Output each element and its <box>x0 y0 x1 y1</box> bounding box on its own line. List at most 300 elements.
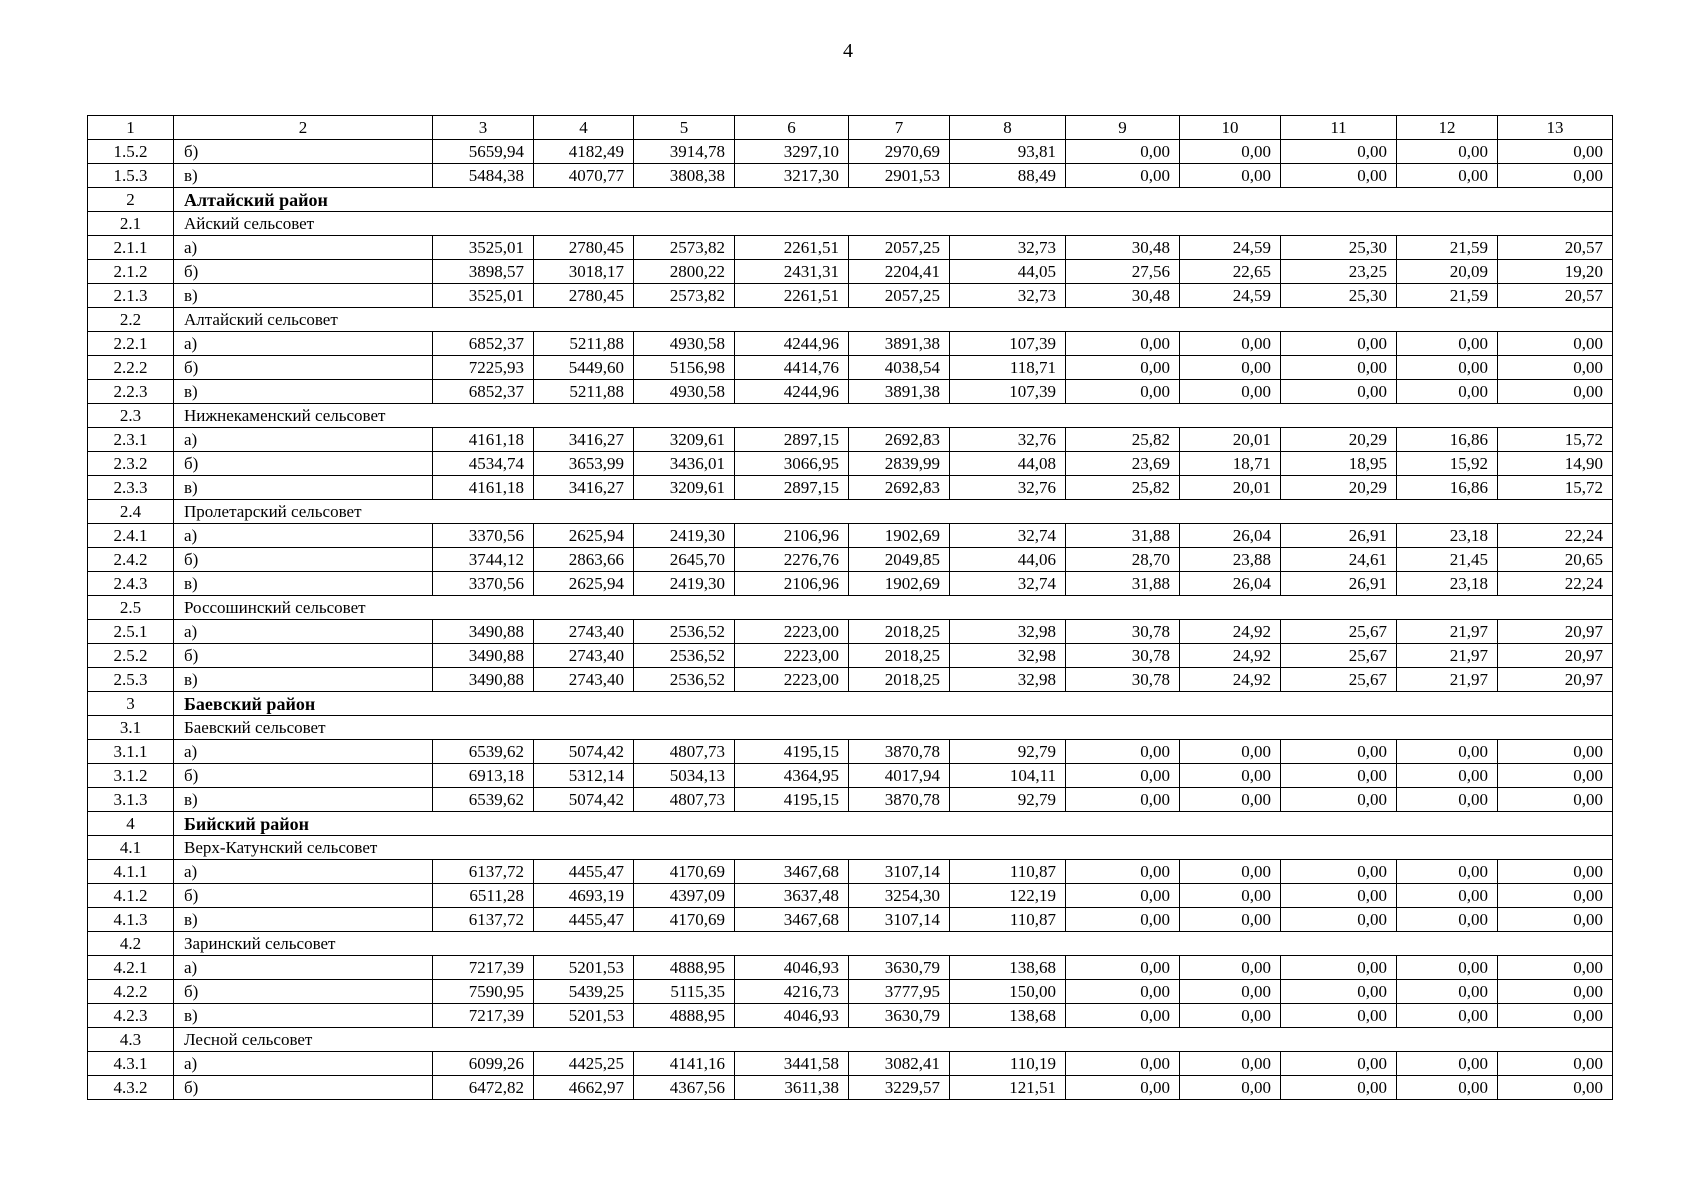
table-row <box>88 380 1613 404</box>
value-cell: 20,57 <box>1498 236 1613 260</box>
value-cell: 20,29 <box>1281 476 1397 500</box>
value-cell: 3891,38 <box>849 380 950 404</box>
value-cell: 2743,40 <box>534 620 634 644</box>
value-cell: 93,81 <box>950 140 1066 164</box>
value-cell: 0,00 <box>1498 380 1613 404</box>
table-row <box>88 644 1613 668</box>
row-variant: б) <box>174 884 433 908</box>
table-row <box>88 548 1613 572</box>
row-code: 2.4 <box>88 500 174 524</box>
value-cell: 0,00 <box>1066 908 1180 932</box>
row-code: 2.5.2 <box>88 644 174 668</box>
row-variant: в) <box>174 1004 433 1028</box>
value-cell: 3370,56 <box>433 524 534 548</box>
value-cell: 2897,15 <box>735 428 849 452</box>
value-cell: 4807,73 <box>634 740 735 764</box>
column-number: 11 <box>1281 116 1397 140</box>
value-cell: 0,00 <box>1498 140 1613 164</box>
value-cell: 44,08 <box>950 452 1066 476</box>
row-variant: а) <box>174 428 433 452</box>
value-cell: 0,00 <box>1397 1004 1498 1028</box>
value-cell: 2106,96 <box>735 572 849 596</box>
column-number: 1 <box>88 116 174 140</box>
value-cell: 0,00 <box>1397 140 1498 164</box>
value-cell: 4170,69 <box>634 908 735 932</box>
value-cell: 0,00 <box>1498 860 1613 884</box>
value-cell: 3209,61 <box>634 428 735 452</box>
value-cell: 25,67 <box>1281 644 1397 668</box>
value-cell: 31,88 <box>1066 572 1180 596</box>
value-cell: 4195,15 <box>735 788 849 812</box>
value-cell: 5211,88 <box>534 332 634 356</box>
value-cell: 2018,25 <box>849 668 950 692</box>
council-name: Нижнекаменский сельсовет <box>174 404 1613 428</box>
value-cell: 20,57 <box>1498 284 1613 308</box>
value-cell: 0,00 <box>1180 1004 1281 1028</box>
value-cell: 24,92 <box>1180 668 1281 692</box>
value-cell: 0,00 <box>1281 332 1397 356</box>
value-cell: 23,88 <box>1180 548 1281 572</box>
table-row <box>88 1004 1613 1028</box>
value-cell: 0,00 <box>1066 788 1180 812</box>
value-cell: 0,00 <box>1180 164 1281 188</box>
table-row <box>88 164 1613 188</box>
value-cell: 2573,82 <box>634 236 735 260</box>
value-cell: 0,00 <box>1498 332 1613 356</box>
value-cell: 3066,95 <box>735 452 849 476</box>
value-cell: 25,30 <box>1281 236 1397 260</box>
value-cell: 7590,95 <box>433 980 534 1004</box>
value-cell: 4425,25 <box>534 1052 634 1076</box>
row-variant: в) <box>174 908 433 932</box>
value-cell: 0,00 <box>1180 980 1281 1004</box>
value-cell: 0,00 <box>1281 860 1397 884</box>
value-cell: 20,29 <box>1281 428 1397 452</box>
council-row <box>88 1028 1613 1052</box>
value-cell: 21,59 <box>1397 284 1498 308</box>
value-cell: 7217,39 <box>433 1004 534 1028</box>
value-cell: 5659,94 <box>433 140 534 164</box>
value-cell: 0,00 <box>1281 884 1397 908</box>
row-variant: в) <box>174 164 433 188</box>
value-cell: 4046,93 <box>735 956 849 980</box>
value-cell: 88,49 <box>950 164 1066 188</box>
row-code: 2.3.2 <box>88 452 174 476</box>
row-variant: б) <box>174 644 433 668</box>
value-cell: 0,00 <box>1281 380 1397 404</box>
value-cell: 21,97 <box>1397 620 1498 644</box>
value-cell: 0,00 <box>1281 764 1397 788</box>
value-cell: 20,09 <box>1397 260 1498 284</box>
value-cell: 0,00 <box>1281 356 1397 380</box>
value-cell: 3914,78 <box>634 140 735 164</box>
column-number: 6 <box>735 116 849 140</box>
value-cell: 3467,68 <box>735 860 849 884</box>
tariff-table <box>87 115 1613 1100</box>
value-cell: 2431,31 <box>735 260 849 284</box>
value-cell: 3808,38 <box>634 164 735 188</box>
table-row <box>88 260 1613 284</box>
row-code: 2.1.2 <box>88 260 174 284</box>
table-row <box>88 524 1613 548</box>
value-cell: 4195,15 <box>735 740 849 764</box>
value-cell: 4017,94 <box>849 764 950 788</box>
row-code: 2.3.1 <box>88 428 174 452</box>
value-cell: 110,87 <box>950 908 1066 932</box>
value-cell: 6099,26 <box>433 1052 534 1076</box>
page-number: 4 <box>843 40 853 62</box>
value-cell: 2276,76 <box>735 548 849 572</box>
value-cell: 2419,30 <box>634 524 735 548</box>
value-cell: 32,98 <box>950 620 1066 644</box>
value-cell: 22,24 <box>1498 572 1613 596</box>
value-cell: 0,00 <box>1397 788 1498 812</box>
value-cell: 4070,77 <box>534 164 634 188</box>
row-variant: б) <box>174 356 433 380</box>
value-cell: 107,39 <box>950 332 1066 356</box>
value-cell: 2901,53 <box>849 164 950 188</box>
council-name: Айский сельсовет <box>174 212 1613 236</box>
row-variant: б) <box>174 140 433 164</box>
value-cell: 3630,79 <box>849 1004 950 1028</box>
council-row <box>88 932 1613 956</box>
value-cell: 23,18 <box>1397 572 1498 596</box>
value-cell: 30,78 <box>1066 668 1180 692</box>
value-cell: 3229,57 <box>849 1076 950 1100</box>
row-code: 2.2.2 <box>88 356 174 380</box>
value-cell: 0,00 <box>1066 1004 1180 1028</box>
value-cell: 3630,79 <box>849 956 950 980</box>
column-number-row <box>88 116 1613 140</box>
value-cell: 4046,93 <box>735 1004 849 1028</box>
value-cell: 16,86 <box>1397 476 1498 500</box>
value-cell: 20,97 <box>1498 644 1613 668</box>
value-cell: 0,00 <box>1066 764 1180 788</box>
value-cell: 2018,25 <box>849 644 950 668</box>
value-cell: 3744,12 <box>433 548 534 572</box>
value-cell: 4693,19 <box>534 884 634 908</box>
district-row <box>88 812 1613 836</box>
table-row <box>88 956 1613 980</box>
value-cell: 4141,16 <box>634 1052 735 1076</box>
value-cell: 0,00 <box>1180 1052 1281 1076</box>
value-cell: 6137,72 <box>433 908 534 932</box>
value-cell: 25,82 <box>1066 476 1180 500</box>
value-cell: 2223,00 <box>735 668 849 692</box>
value-cell: 2536,52 <box>634 644 735 668</box>
value-cell: 0,00 <box>1180 908 1281 932</box>
table-row <box>88 1076 1613 1100</box>
value-cell: 25,30 <box>1281 284 1397 308</box>
value-cell: 21,45 <box>1397 548 1498 572</box>
row-code: 2.3.3 <box>88 476 174 500</box>
value-cell: 32,74 <box>950 572 1066 596</box>
value-cell: 3525,01 <box>433 236 534 260</box>
value-cell: 6913,18 <box>433 764 534 788</box>
value-cell: 6852,37 <box>433 332 534 356</box>
value-cell: 5449,60 <box>534 356 634 380</box>
value-cell: 0,00 <box>1498 788 1613 812</box>
value-cell: 32,73 <box>950 284 1066 308</box>
value-cell: 4662,97 <box>534 1076 634 1100</box>
value-cell: 4534,74 <box>433 452 534 476</box>
value-cell: 14,90 <box>1498 452 1613 476</box>
value-cell: 0,00 <box>1498 908 1613 932</box>
row-variant: а) <box>174 332 433 356</box>
value-cell: 20,97 <box>1498 620 1613 644</box>
value-cell: 25,82 <box>1066 428 1180 452</box>
value-cell: 16,86 <box>1397 428 1498 452</box>
value-cell: 104,11 <box>950 764 1066 788</box>
council-name: Лесной сельсовет <box>174 1028 1613 1052</box>
value-cell: 6852,37 <box>433 380 534 404</box>
value-cell: 2839,99 <box>849 452 950 476</box>
table-row <box>88 908 1613 932</box>
row-code: 2.5 <box>88 596 174 620</box>
value-cell: 0,00 <box>1498 956 1613 980</box>
value-cell: 30,48 <box>1066 284 1180 308</box>
value-cell: 150,00 <box>950 980 1066 1004</box>
value-cell: 0,00 <box>1066 860 1180 884</box>
table-row <box>88 140 1613 164</box>
value-cell: 0,00 <box>1281 908 1397 932</box>
value-cell: 30,48 <box>1066 236 1180 260</box>
row-code: 4.1.2 <box>88 884 174 908</box>
value-cell: 0,00 <box>1498 980 1613 1004</box>
value-cell: 28,70 <box>1066 548 1180 572</box>
value-cell: 110,19 <box>950 1052 1066 1076</box>
value-cell: 21,97 <box>1397 668 1498 692</box>
row-variant: б) <box>174 452 433 476</box>
value-cell: 0,00 <box>1066 1076 1180 1100</box>
row-code: 4.3 <box>88 1028 174 1052</box>
table-row <box>88 356 1613 380</box>
value-cell: 24,92 <box>1180 620 1281 644</box>
value-cell: 118,71 <box>950 356 1066 380</box>
value-cell: 3107,14 <box>849 908 950 932</box>
value-cell: 92,79 <box>950 788 1066 812</box>
council-row <box>88 836 1613 860</box>
value-cell: 0,00 <box>1180 1076 1281 1100</box>
value-cell: 0,00 <box>1180 956 1281 980</box>
value-cell: 5211,88 <box>534 380 634 404</box>
row-code: 2.4.3 <box>88 572 174 596</box>
value-cell: 0,00 <box>1180 860 1281 884</box>
value-cell: 92,79 <box>950 740 1066 764</box>
value-cell: 0,00 <box>1397 956 1498 980</box>
row-variant: а) <box>174 620 433 644</box>
column-number: 10 <box>1180 116 1281 140</box>
value-cell: 3898,57 <box>433 260 534 284</box>
value-cell: 1902,69 <box>849 524 950 548</box>
table-row <box>88 428 1613 452</box>
value-cell: 3870,78 <box>849 740 950 764</box>
value-cell: 0,00 <box>1180 788 1281 812</box>
row-code: 4.3.1 <box>88 1052 174 1076</box>
value-cell: 0,00 <box>1281 164 1397 188</box>
value-cell: 4397,09 <box>634 884 735 908</box>
value-cell: 4455,47 <box>534 860 634 884</box>
value-cell: 5034,13 <box>634 764 735 788</box>
value-cell: 18,71 <box>1180 452 1281 476</box>
council-name: Заринский сельсовет <box>174 932 1613 956</box>
value-cell: 15,72 <box>1498 476 1613 500</box>
district-name: Бийский район <box>174 812 1613 836</box>
row-code: 2.2.1 <box>88 332 174 356</box>
row-variant: б) <box>174 548 433 572</box>
council-row <box>88 404 1613 428</box>
value-cell: 0,00 <box>1180 140 1281 164</box>
value-cell: 2419,30 <box>634 572 735 596</box>
value-cell: 44,06 <box>950 548 1066 572</box>
value-cell: 0,00 <box>1498 1076 1613 1100</box>
row-code: 2.1.3 <box>88 284 174 308</box>
value-cell: 5074,42 <box>534 788 634 812</box>
value-cell: 2049,85 <box>849 548 950 572</box>
value-cell: 0,00 <box>1281 956 1397 980</box>
value-cell: 3870,78 <box>849 788 950 812</box>
value-cell: 3254,30 <box>849 884 950 908</box>
value-cell: 2536,52 <box>634 620 735 644</box>
table-row <box>88 452 1613 476</box>
value-cell: 0,00 <box>1498 1052 1613 1076</box>
row-variant: б) <box>174 260 433 284</box>
value-cell: 3490,88 <box>433 620 534 644</box>
row-variant: в) <box>174 380 433 404</box>
value-cell: 30,78 <box>1066 620 1180 644</box>
value-cell: 26,04 <box>1180 524 1281 548</box>
district-name: Алтайский район <box>174 188 1613 212</box>
value-cell: 0,00 <box>1397 1076 1498 1100</box>
value-cell: 0,00 <box>1066 980 1180 1004</box>
value-cell: 20,01 <box>1180 428 1281 452</box>
value-cell: 2780,45 <box>534 236 634 260</box>
council-row <box>88 308 1613 332</box>
value-cell: 24,61 <box>1281 548 1397 572</box>
value-cell: 32,74 <box>950 524 1066 548</box>
value-cell: 138,68 <box>950 1004 1066 1028</box>
value-cell: 4364,95 <box>735 764 849 788</box>
value-cell: 0,00 <box>1397 860 1498 884</box>
column-number: 5 <box>634 116 735 140</box>
value-cell: 2204,41 <box>849 260 950 284</box>
value-cell: 0,00 <box>1066 332 1180 356</box>
value-cell: 3370,56 <box>433 572 534 596</box>
value-cell: 0,00 <box>1498 164 1613 188</box>
council-name: Верх-Катунский сельсовет <box>174 836 1613 860</box>
value-cell: 23,25 <box>1281 260 1397 284</box>
row-code: 2.5.3 <box>88 668 174 692</box>
value-cell: 0,00 <box>1281 740 1397 764</box>
column-number: 13 <box>1498 116 1613 140</box>
table-row <box>88 668 1613 692</box>
value-cell: 0,00 <box>1397 740 1498 764</box>
district-name: Баевский район <box>174 692 1613 716</box>
column-number: 4 <box>534 116 634 140</box>
value-cell: 4888,95 <box>634 1004 735 1028</box>
value-cell: 23,69 <box>1066 452 1180 476</box>
row-variant: а) <box>174 524 433 548</box>
value-cell: 2261,51 <box>735 236 849 260</box>
row-code: 1.5.3 <box>88 164 174 188</box>
council-name: Баевский сельсовет <box>174 716 1613 740</box>
value-cell: 2223,00 <box>735 620 849 644</box>
value-cell: 0,00 <box>1180 332 1281 356</box>
row-code: 4.1.3 <box>88 908 174 932</box>
value-cell: 6137,72 <box>433 860 534 884</box>
council-name: Россошинский сельсовет <box>174 596 1613 620</box>
row-code: 4 <box>88 812 174 836</box>
value-cell: 3777,95 <box>849 980 950 1004</box>
value-cell: 3082,41 <box>849 1052 950 1076</box>
row-variant: б) <box>174 764 433 788</box>
row-code: 4.3.2 <box>88 1076 174 1100</box>
value-cell: 20,97 <box>1498 668 1613 692</box>
value-cell: 7225,93 <box>433 356 534 380</box>
value-cell: 15,92 <box>1397 452 1498 476</box>
value-cell: 4161,18 <box>433 428 534 452</box>
value-cell: 4038,54 <box>849 356 950 380</box>
council-row <box>88 500 1613 524</box>
value-cell: 0,00 <box>1180 380 1281 404</box>
value-cell: 0,00 <box>1397 380 1498 404</box>
row-code: 3 <box>88 692 174 716</box>
value-cell: 6539,62 <box>433 740 534 764</box>
value-cell: 2692,83 <box>849 476 950 500</box>
value-cell: 0,00 <box>1281 788 1397 812</box>
table-row <box>88 236 1613 260</box>
value-cell: 2625,94 <box>534 572 634 596</box>
value-cell: 0,00 <box>1397 332 1498 356</box>
value-cell: 3490,88 <box>433 644 534 668</box>
value-cell: 32,76 <box>950 476 1066 500</box>
table-body <box>88 116 1613 1100</box>
row-variant: в) <box>174 788 433 812</box>
row-code: 4.2.2 <box>88 980 174 1004</box>
value-cell: 3209,61 <box>634 476 735 500</box>
row-variant: а) <box>174 740 433 764</box>
value-cell: 2018,25 <box>849 620 950 644</box>
value-cell: 32,98 <box>950 644 1066 668</box>
value-cell: 26,91 <box>1281 524 1397 548</box>
row-code: 2.5.1 <box>88 620 174 644</box>
row-code: 4.2 <box>88 932 174 956</box>
value-cell: 32,73 <box>950 236 1066 260</box>
table-row <box>88 740 1613 764</box>
value-cell: 2223,00 <box>735 644 849 668</box>
value-cell: 5156,98 <box>634 356 735 380</box>
value-cell: 2057,25 <box>849 284 950 308</box>
value-cell: 6539,62 <box>433 788 534 812</box>
row-code: 2.2.3 <box>88 380 174 404</box>
value-cell: 3217,30 <box>735 164 849 188</box>
row-variant: а) <box>174 956 433 980</box>
column-number: 3 <box>433 116 534 140</box>
value-cell: 15,72 <box>1498 428 1613 452</box>
value-cell: 0,00 <box>1066 380 1180 404</box>
value-cell: 0,00 <box>1066 956 1180 980</box>
table-row <box>88 884 1613 908</box>
row-code: 3.1.3 <box>88 788 174 812</box>
council-row <box>88 596 1613 620</box>
value-cell: 3653,99 <box>534 452 634 476</box>
value-cell: 4161,18 <box>433 476 534 500</box>
value-cell: 2743,40 <box>534 644 634 668</box>
value-cell: 3107,14 <box>849 860 950 884</box>
value-cell: 21,97 <box>1397 644 1498 668</box>
table-row <box>88 764 1613 788</box>
value-cell: 5074,42 <box>534 740 634 764</box>
